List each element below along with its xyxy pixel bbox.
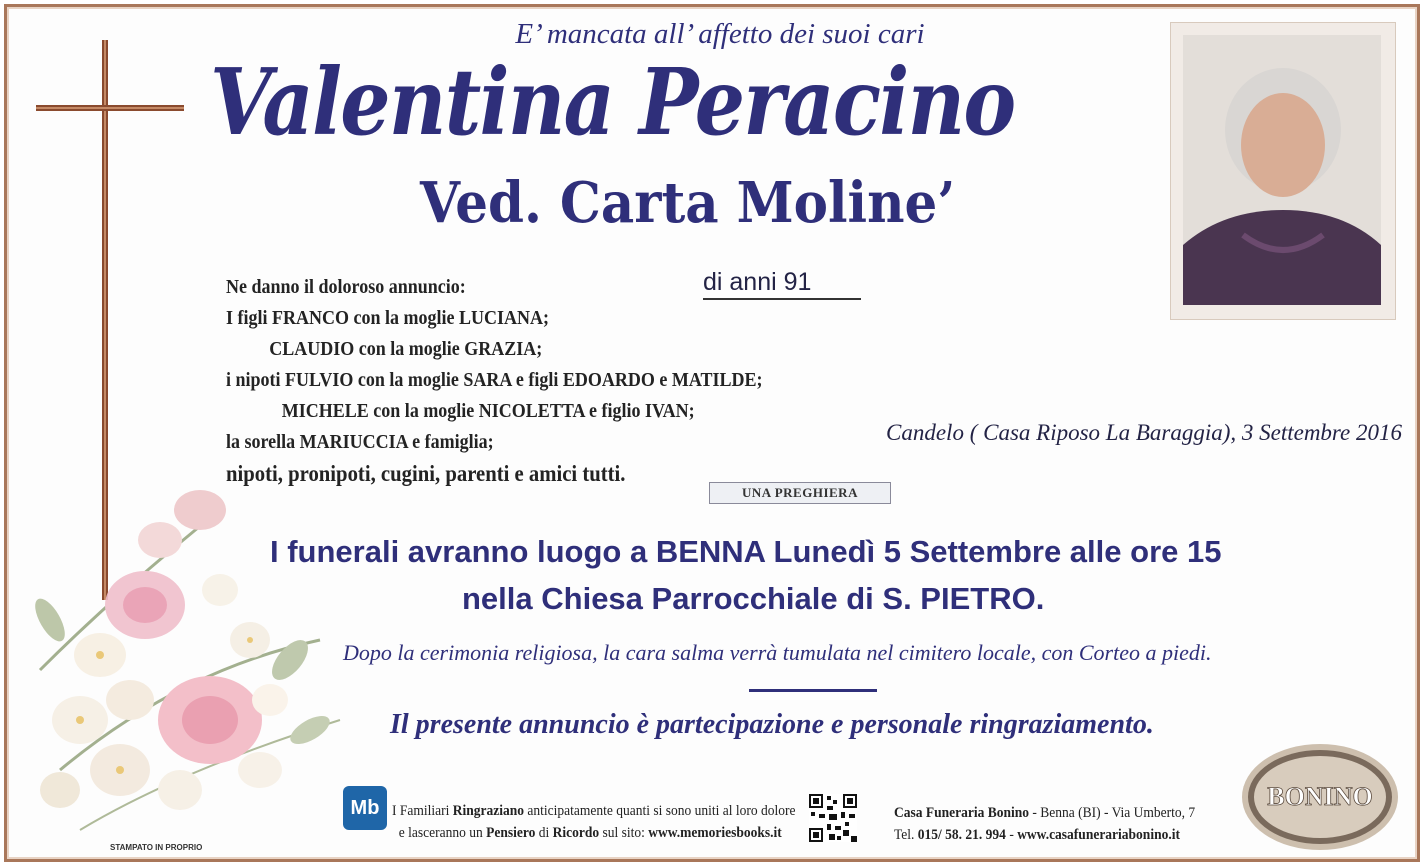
agency-phone: 015/ 58. 21. 994: [917, 827, 1006, 843]
bonino-logo: [1240, 742, 1400, 852]
qr-code-icon[interactable]: [809, 794, 857, 842]
agency-website-link[interactable]: www.casafunerariabonino.it: [1017, 827, 1180, 843]
agency-info: Casa Funeraria Bonino - Benna (BI) - Via Umberto, 7 Tel. 015/ 58. 21. 994 - www.casafunerariabonino.it: [894, 805, 1196, 843]
family-list: [226, 272, 802, 489]
age-label: di anni 91: [703, 268, 861, 300]
logo-text: BONINO: [1267, 782, 1373, 811]
agency-name: Casa Funeraria Bonino: [894, 805, 1030, 821]
memoriesbooks-link[interactable]: www.memoriesbooks.it: [648, 825, 782, 841]
widow-of: Ved. Carta Moline’: [420, 170, 956, 236]
funeral-line-1: I funerali avranno luogo a BENNA Lunedì 5 Settembre alle ore 15: [270, 534, 1222, 569]
intro-line: E’ mancata all’ affetto dei suoi cari: [515, 18, 925, 50]
funeral-line-2: nella Chiesa Parrocchiale di S. PIETRO.: [462, 581, 1045, 616]
portrait-photo: [1183, 35, 1381, 305]
closing-text: Il presente annuncio è partecipazione e personale ringraziamento.: [390, 709, 1154, 740]
ceremony-text: Dopo la cerimonia religiosa, la cara salma verrà tumulata nel cimitero locale, con Corteo a piedi.: [343, 640, 1212, 665]
memoriesbooks-logo: Mb: [343, 786, 387, 830]
portrait-frame: [1170, 22, 1396, 320]
family-line: MICHELE con la moglie NICOLETTA e figlio IVAN;: [281, 400, 695, 422]
family-line: I figli FRANCO con la moglie LUCIANA;: [226, 307, 549, 329]
thanks-text: I Familiari Ringraziano anticipatamente quanti si sono uniti al loro dolore e lasceranno un Pensiero di Ricordo sul sito: www.memoriesbooks.it: [392, 803, 796, 841]
flower-bouquet-icon: [20, 470, 350, 850]
family-line: la sorella MARIUCCIA e famiglia;: [226, 431, 494, 453]
deceased-name: Valentina Peracino: [210, 48, 1015, 156]
family-line: nipoti, pronipoti, cugini, parenti e amici tutti.: [226, 461, 626, 486]
family-line: CLAUDIO con la moglie GRAZIA;: [269, 338, 543, 360]
place-date: Candelo ( Casa Riposo La Baraggia), 3 Settembre 2016: [886, 420, 1402, 445]
family-line: i nipoti FULVIO con la moglie SARA e figli EDOARDO e MATILDE;: [226, 369, 763, 391]
divider: [749, 689, 877, 692]
prayer-button[interactable]: UNA PREGHIERA: [709, 482, 891, 504]
family-line: Ne danno il doloroso annuncio:: [226, 276, 466, 298]
stamp-text: STAMPATO IN PROPRIO: [110, 843, 203, 852]
